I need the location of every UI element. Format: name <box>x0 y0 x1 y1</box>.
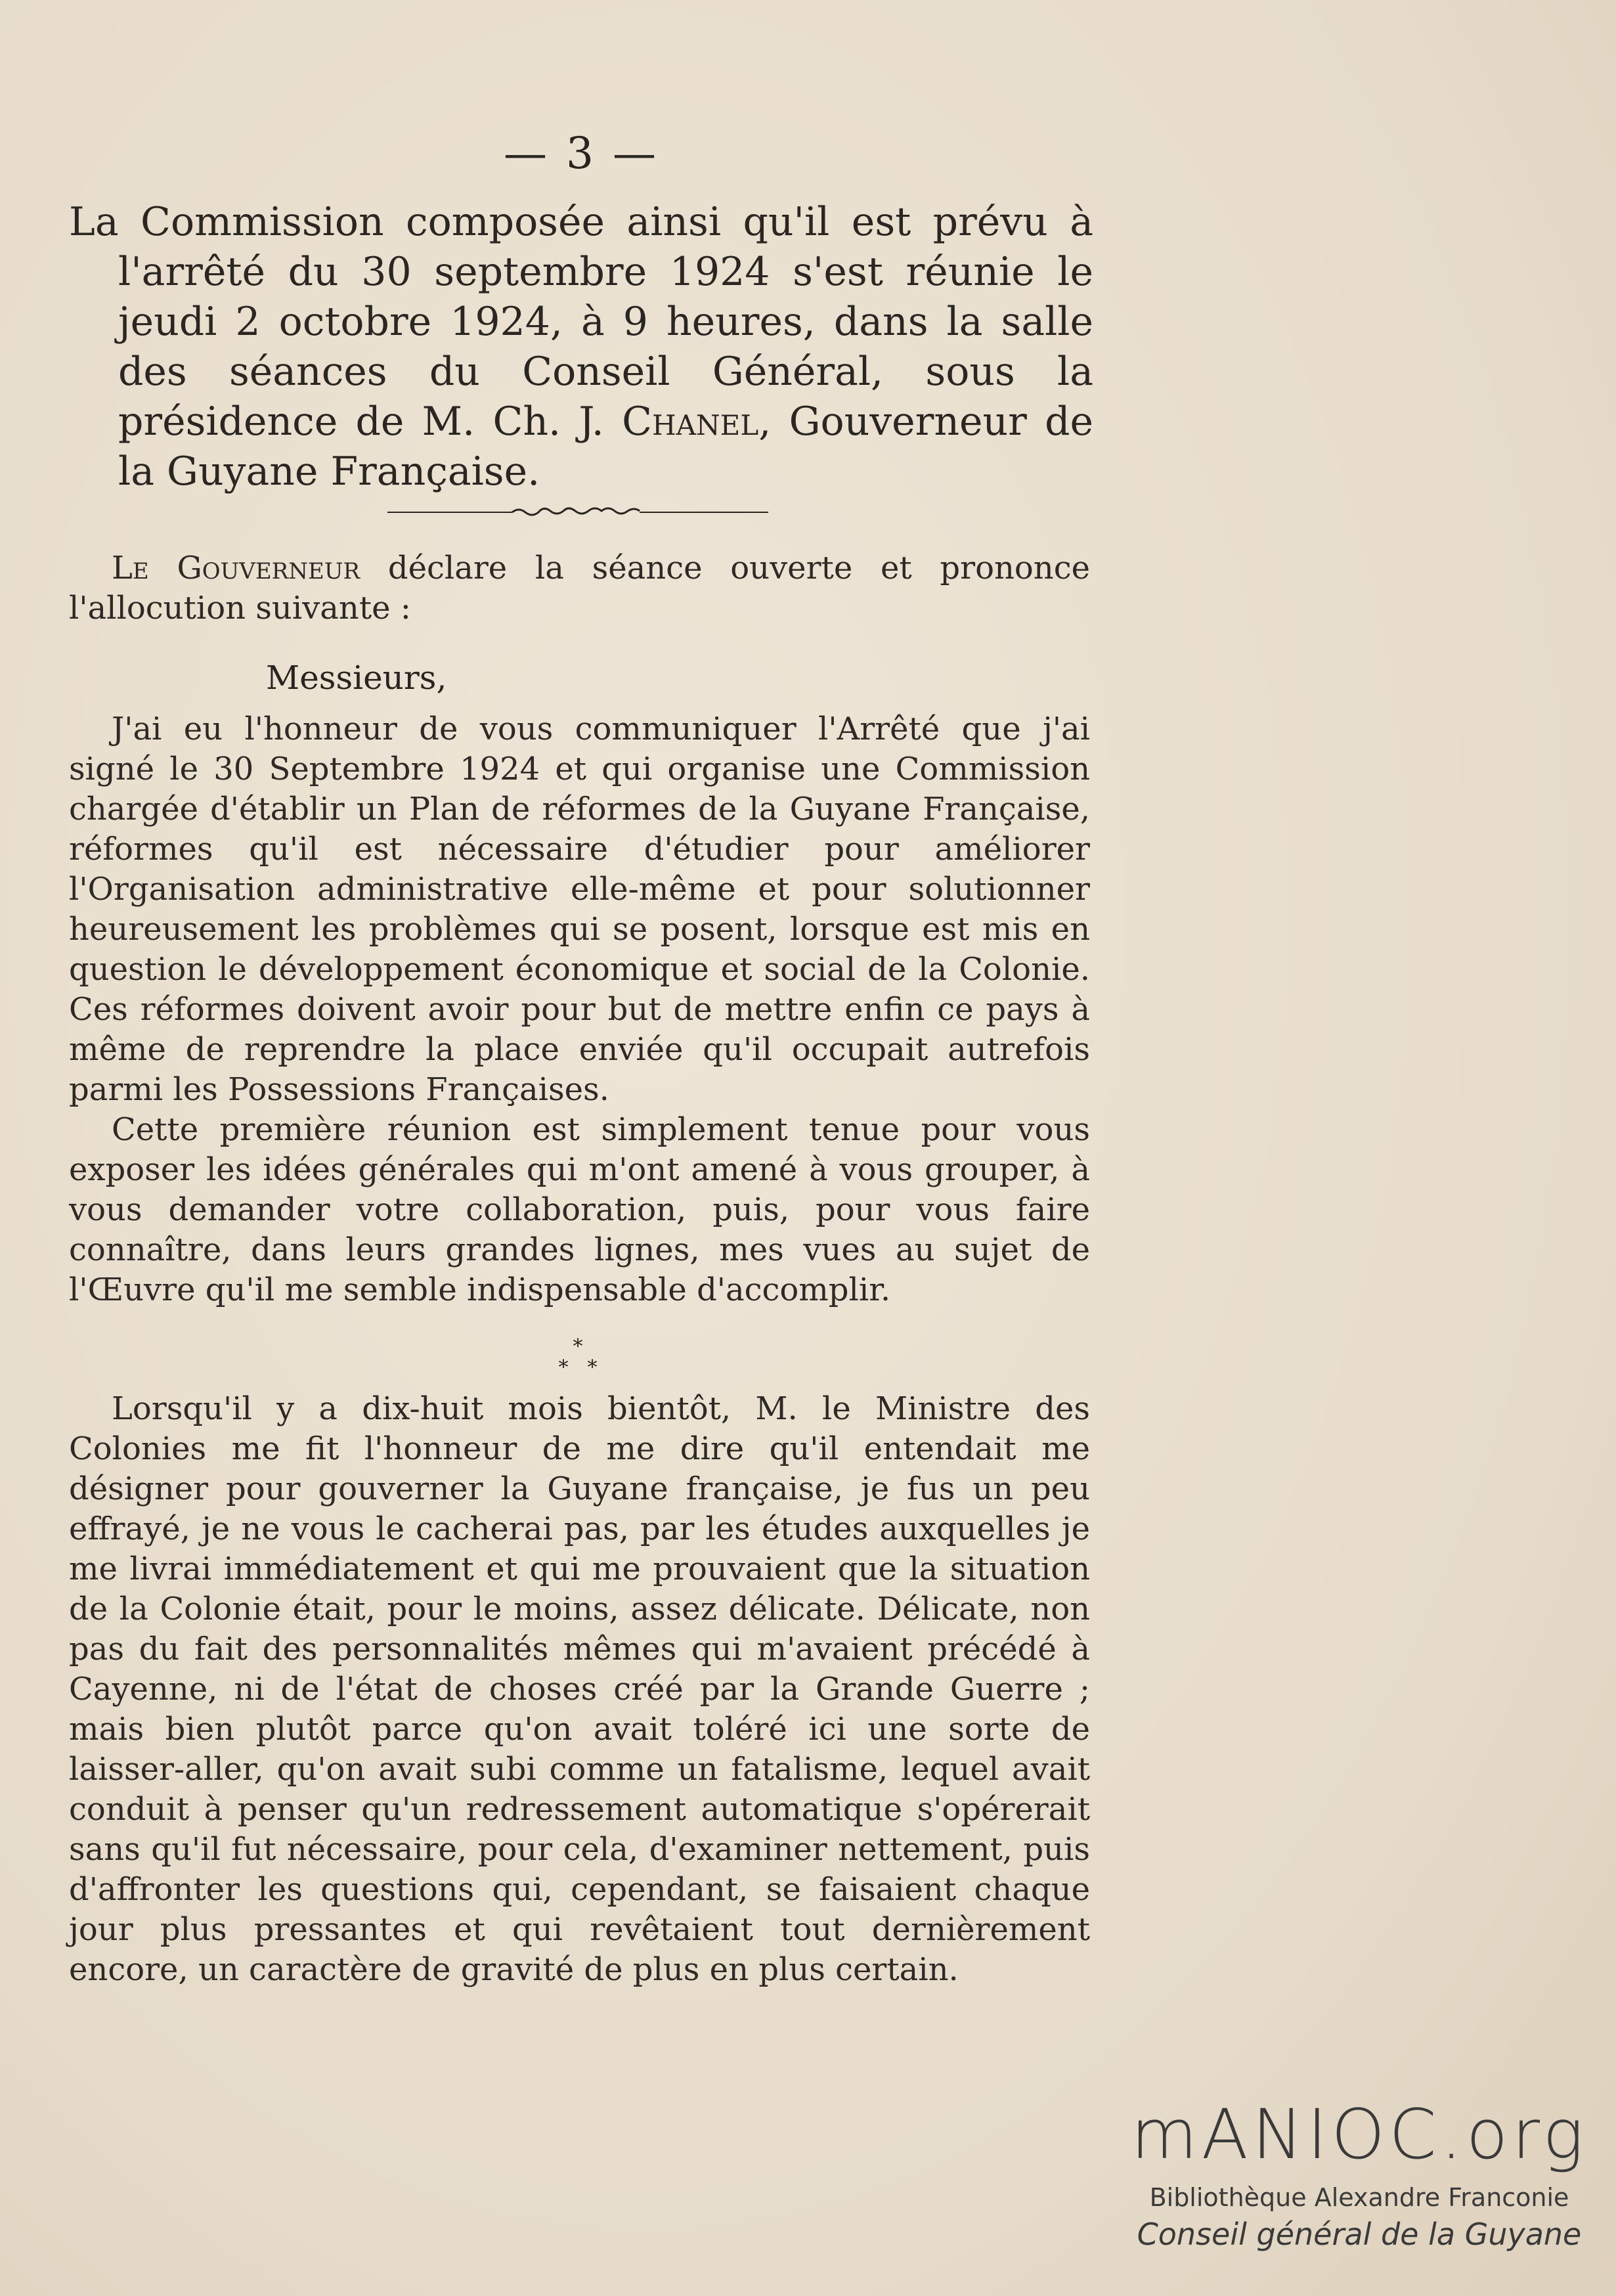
svg-text:*: * <box>573 1335 583 1358</box>
opening-statement <box>69 548 1090 629</box>
svg-text:*: * <box>558 1356 569 1379</box>
council-credit: Conseil général de la Guyane <box>1137 2217 1582 2252</box>
page-number: — 3 — <box>504 128 659 179</box>
library-credit: Bibliothèque Alexandre Franconie <box>1149 2183 1569 2212</box>
paragraph: Cette première réunion est simplement tenue pour vous exposer les idées générales qui m'ont amené à vous grouper, à vous demander votre collaboration, puis, pour vous faire connaître, dans leurs grandes lignes, mes vues au sujet de l'Œuvre qu'il me semble indispensable d'accomplir. <box>69 1111 1090 1308</box>
asterism-separator <box>525 1333 630 1386</box>
svg-text:*: * <box>587 1356 598 1379</box>
speech-section-1 <box>69 709 1090 1310</box>
speaker-label: Le Gouverneur <box>112 550 360 586</box>
paragraph: J'ai eu l'honneur de vous communiquer l'Arrêté que j'ai signé le 30 Septembre 1924 et qui organise une Commission chargée d'établir un Plan de réformes de la Guyane Française, réformes qu'il est nécessaire d'étudier pour améliorer l'Organisation administrative elle-même et pour solutionner heureusement les problèmes qui se posent, lorsque est mis en question le développement économique et social de la Colonie. Ces réformes doivent avoir pour but de mettre enfin ce pays à même de reprendre la place enviée qu'il occupait autrefois parmi les Possessions Françaises. <box>69 711 1090 1108</box>
manioc-logo: mANIOC.org <box>1131 2094 1588 2175</box>
salutation: Messieurs, <box>266 659 447 697</box>
manioc-watermark <box>1129 2095 1589 2254</box>
intro-text-pre: La Commission composée ainsi qu'il est prévu à l'arrêté du 30 septembre 1924 s'est réunie le jeudi 2 octobre 1924, à 9 heures, dans la salle des séances du Conseil Général, sous la présidence de M. Ch. J. <box>69 199 1093 445</box>
paragraph: Lorsqu'il y a dix-huit mois bientôt, M. le Ministre des Colonies me fit l'honneur de me dire qu'il entendait me désigner pour gouverner la Guyane française, je fus un peu effrayé, je ne vous le cacherai pas, par les études auxquelles je me livrai immédiatement et qui me prouvaient que la situation de la Colonie était, pour le moins, assez délicate. Délicate, non pas du fait des personnalités mêmes qui m'avaient précédé à Cayenne, ni de l'état de choses créé par la Grande Guerre ; mais bien plutôt parce qu'on avait toléré ici une sorte de laisser-aller, qu'on avait subi comme un fatalisme, lequel avait conduit à penser qu'un redressement automatique s'opérerait sans qu'il fut nécessaire, pour cela, d'examiner nettement, puis d'affronter les questions qui, cependant, se faisaient chaque jour plus pressantes et qui revêtaient tout dernièrement encore, un caractère de gravité de plus en plus certain. <box>69 1390 1090 1988</box>
governor-name: Chanel <box>622 399 759 445</box>
intro-text-post: , Gouverneur de la Guyane Française. <box>118 399 1093 495</box>
speech-section-2 <box>69 1389 1090 1990</box>
ornamental-divider <box>387 504 768 520</box>
opening-text: déclare la séance ouverte et prononce l'allocution suivante : <box>69 550 1090 627</box>
intro-paragraph <box>69 197 1093 497</box>
